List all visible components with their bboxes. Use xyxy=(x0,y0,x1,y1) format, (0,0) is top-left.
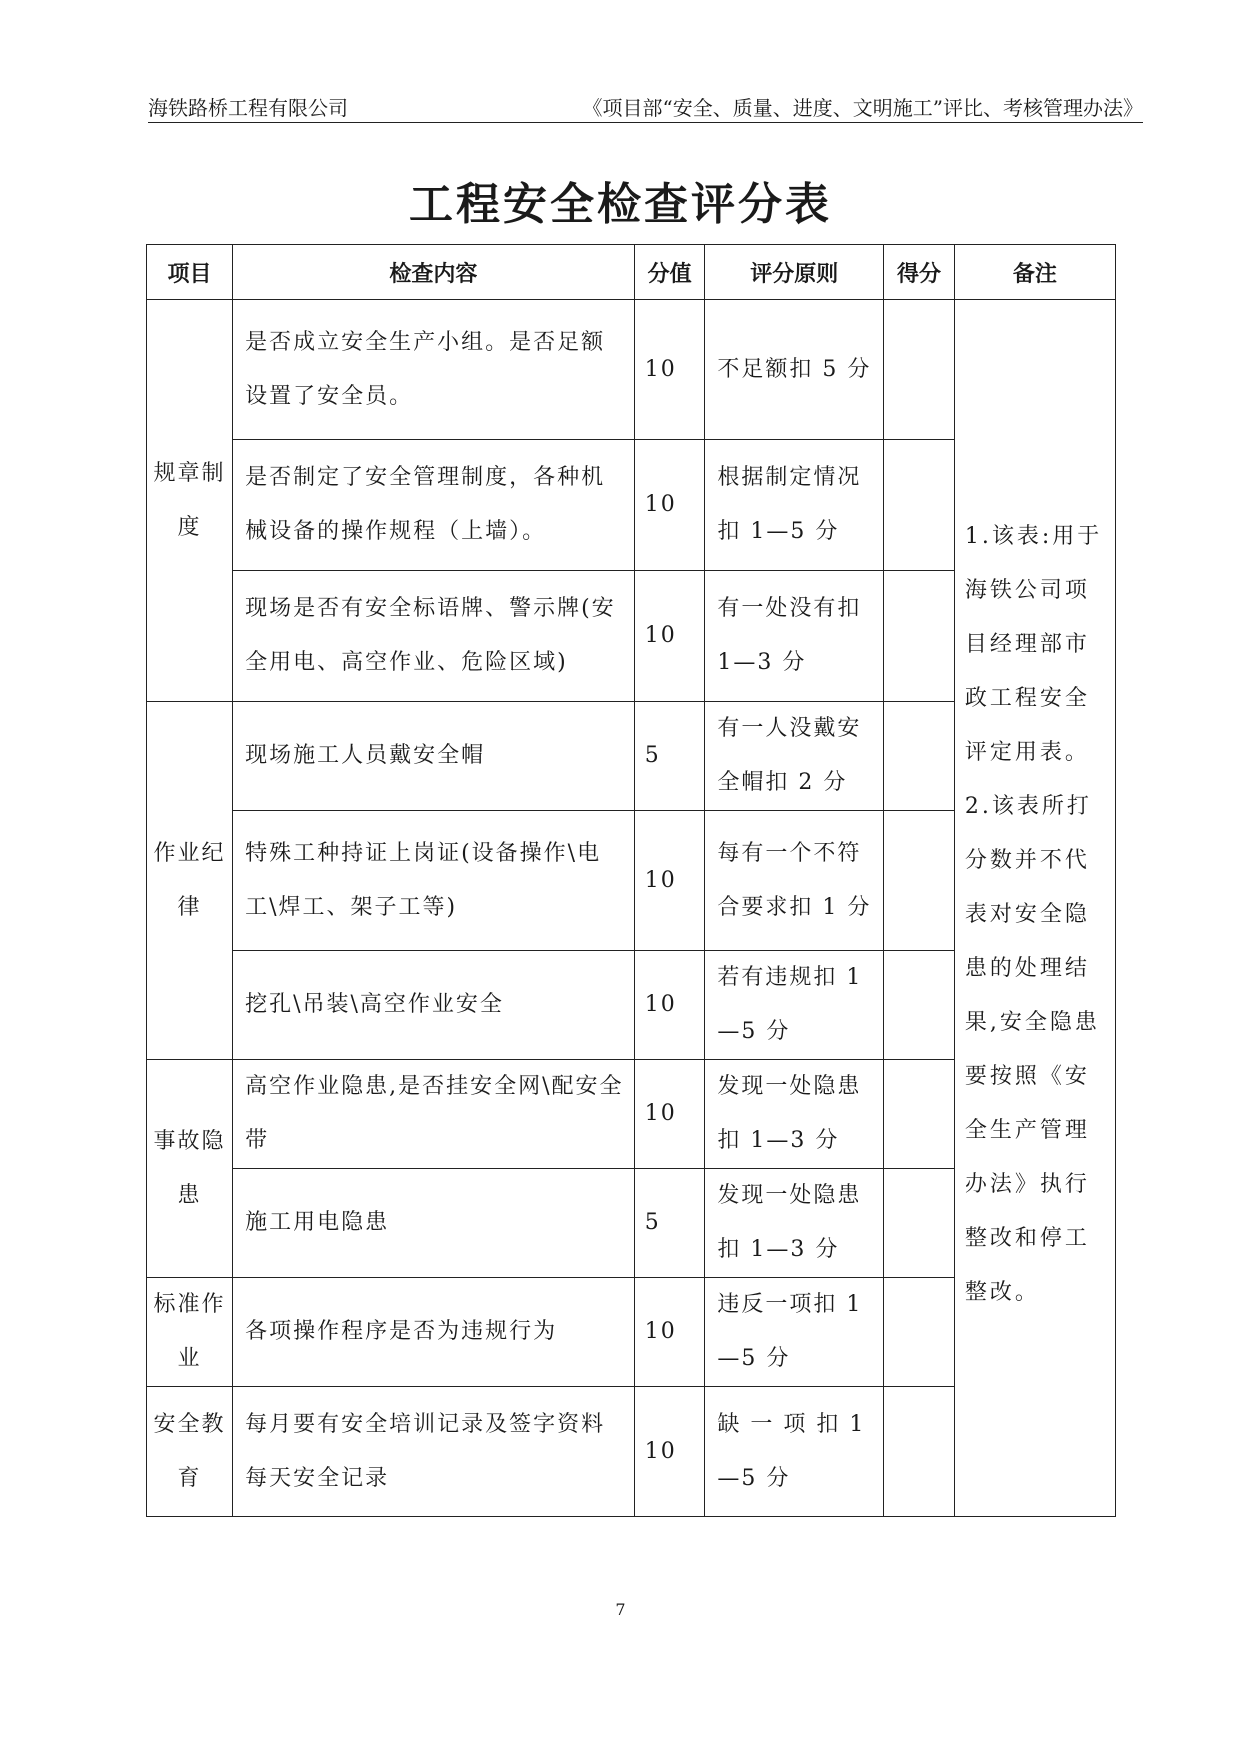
item-cell: 规章制度 xyxy=(147,300,233,702)
column-header: 得分 xyxy=(884,245,955,300)
rule-cell: 根据制定情况扣 1—5 分 xyxy=(705,440,884,571)
table-row xyxy=(147,300,1116,440)
page-number: 7 xyxy=(615,1600,626,1619)
score-cell: 10 xyxy=(634,571,705,702)
content-cell: 挖孔\吊装\高空作业安全 xyxy=(233,951,635,1060)
item-cell: 标准作业 xyxy=(147,1278,233,1387)
score-cell: 5 xyxy=(634,1169,705,1278)
column-header: 备注 xyxy=(954,245,1115,300)
rule-cell: 若有违规扣 1—5 分 xyxy=(705,951,884,1060)
got-cell xyxy=(884,702,955,811)
page-header xyxy=(148,90,1143,123)
score-cell: 10 xyxy=(634,951,705,1060)
got-cell xyxy=(884,1060,955,1169)
page-title: 工程安全检查评分表 xyxy=(409,179,832,230)
rule-cell: 发现一处隐患扣 1—3 分 xyxy=(705,1169,884,1278)
company-name: 海铁路桥工程有限公司 xyxy=(148,96,348,120)
got-cell xyxy=(884,571,955,702)
rule-cell: 不足额扣 5 分 xyxy=(705,300,884,440)
score-cell: 10 xyxy=(634,300,705,440)
score-cell: 10 xyxy=(634,440,705,571)
column-header: 评分原则 xyxy=(705,245,884,300)
score-cell: 10 xyxy=(634,811,705,951)
document-name: 《项目部“安全、质量、进度、文明施工”评比、考核管理办法》 xyxy=(582,96,1143,120)
item-cell: 事故隐患 xyxy=(147,1060,233,1278)
score-cell: 10 xyxy=(634,1278,705,1387)
score-cell: 10 xyxy=(634,1387,705,1517)
item-cell: 安全教育 xyxy=(147,1387,233,1517)
safety-score-table xyxy=(146,244,1116,1517)
score-cell: 10 xyxy=(634,1060,705,1169)
got-cell xyxy=(884,440,955,571)
content-cell: 是否制定了安全管理制度，各种机械设备的操作规程（上墙）。 xyxy=(233,440,635,571)
column-header: 检查内容 xyxy=(233,245,635,300)
rule-cell: 违反一项扣 1—5 分 xyxy=(705,1278,884,1387)
score-cell: 5 xyxy=(634,702,705,811)
rule-cell: 缺 一 项 扣 1—5 分 xyxy=(705,1387,884,1517)
content-cell: 高空作业隐患,是否挂安全网\配安全带 xyxy=(233,1060,635,1169)
got-cell xyxy=(884,1169,955,1278)
content-cell: 是否成立安全生产小组。是否足额设置了安全员。 xyxy=(233,300,635,440)
got-cell xyxy=(884,951,955,1060)
note-cell: 1.该表:用于海铁公司项目经理部市政工程安全评定用表。2.该表所打分数并不代表对安全隐患的处理结果,安全隐患要按照《安全生产管理办法》执行整改和停工整改。 xyxy=(954,300,1115,1517)
column-header: 分值 xyxy=(634,245,705,300)
column-header: 项目 xyxy=(147,245,233,300)
table-header-row xyxy=(147,245,1116,300)
content-cell: 现场是否有安全标语牌、警示牌(安全用电、高空作业、危险区域) xyxy=(233,571,635,702)
got-cell xyxy=(884,300,955,440)
content-cell: 现场施工人员戴安全帽 xyxy=(233,702,635,811)
got-cell xyxy=(884,1387,955,1517)
content-cell: 特殊工种持证上岗证(设备操作\电工\焊工、架子工等) xyxy=(233,811,635,951)
rule-cell: 有一人没戴安全帽扣 2 分 xyxy=(705,702,884,811)
got-cell xyxy=(884,811,955,951)
rule-cell: 发现一处隐患扣 1—3 分 xyxy=(705,1060,884,1169)
rule-cell: 每有一个不符合要求扣 1 分 xyxy=(705,811,884,951)
content-cell: 施工用电隐患 xyxy=(233,1169,635,1278)
rule-cell: 有一处没有扣 1—3 分 xyxy=(705,571,884,702)
content-cell: 每月要有安全培训记录及签字资料每天安全记录 xyxy=(233,1387,635,1517)
got-cell xyxy=(884,1278,955,1387)
item-cell: 作业纪律 xyxy=(147,702,233,1060)
content-cell: 各项操作程序是否为违规行为 xyxy=(233,1278,635,1387)
